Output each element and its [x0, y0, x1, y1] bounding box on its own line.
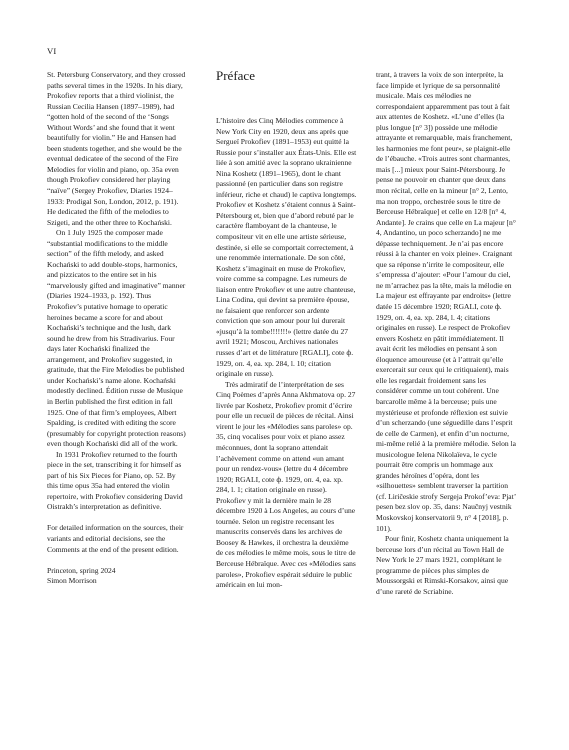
- paragraph: St. Petersburg Conservatory, and they crossed paths several times in the 1920s. In his diary, Prokofiev reports that a third violinist, the Russian Cecilia Hansen (1897–1989), had “gotten hold of the second of the ‘Songs Without Words’ and she found that it went beautifully for violin.” He and Hansen had been students together, and she would be the eventual dedicatee of the second of the Fire Melodies for violin and piano, op. 35a even though Prokofiev considered her playing “naïve” (Sergey Prokofiev, Diaries 1924–1933: Prodigal Son, London, 2012, p. 191). He dedicated the fifth of the melodies to Szigeti, and the other three to Kochański.: [47, 70, 186, 227]
- english-text-column: [47, 70, 187, 587]
- paragraph: Très admiratif de l’interprétation de ses Cinq Poèmes d’après Anna Akhmatova op. 27 livrée par Koshetz, Prokofiev promit d’écrire pour elle un recueil de pièces de récital. Ainsi virent le jour les «Mélodies sans paroles» op. 35, cinq vocalises pour voix et piano assez méconnues, dont la soprano attendait l’achèvement comme on attend «un amant pour un rendez-vous» (lettre du 4 décembre 1920; RGALI, cote ф. 1929, оп. 4, ea. xp. 284, l. 1; citation originale en russe). Prokofiev y mit la dernière main le 28 décembre 1920 à Los Angeles, au cours d’une tournée. Selon un registre recensant les manuscrits conservés dans les archives de Boosey & Hawkes, il orchestra la deuxième de ces mélodies le même mois, sous le titre de Berceuse Hébraïque. Avec ces «Mélodies sans paroles», Prokofiev espérait séduire le public américain en lui mon-: [216, 379, 356, 590]
- paragraph: trant, à travers la voix de son interprète, la face limpide et lyrique de sa personnalité musicale. Mais ces mélodies ne correspondaient apparemment pas tout à fait aux attentes de Koshetz. «L’une d’elles (la plus longue [n° 3]) possède une mélodie attrayante et remarquable, mais franchement, les harmonies me font peur», se plaignit-elle de l’ébauche. «Trois autres sont charmantes, mais [...] mieux pour Saint-Pétersbourg. Je pense ne pouvoir en chanter que deux dans mon récital, celle en la mineur [n° 2, Lento, ma non troppo, orchestrée sous le titre de Berceuse Hébraïque] et celle en 12/8 [n° 4, Andante]. Je crains que celle en La majeur [n° 4, Andantino, un poco scherzando] ne me dépasse techniquement. Je n’ai pas encore réussi à la chanter en voix pleine». Craignant que sa réponse n’irrite le compositeur, elle s’empressa d’ajouter: «Pour l’amour du ciel, ne m’arrachez pas la tête, mais la mélodie en La majeur est effrayante par endroits» (lettre datée 15 décembre 1920; RGALI, cote ф. 1929, оп. 4, ea. xp. 284, l. 4; citations originales en russe). Le respect de Prokofiev envers Koshetz en pâtit immédiatement. Il avait écrit les mélodies en pensant à son éloquence amoureuse (et à l’attrait qu’elle exercerait sur ceux qui le critiquaient), mais elle les regardait froidement sans les considérer comme un tout cohérent. Une barcarolle même à la berceuse; puis une mystérieuse et profonde réflexion est suivie d’un scherzando (une séguedille dans l’esprit de celle de Carmen), et enfin d’un nocturne, mi-même relié à la première mélodie. Selon la musicologue Ielena Nikolaïeva, le cycle pourrait être compris un hommage aux grandes héroïnes d’opéra, dont les «silhouettes» semblent traverser la partition (cf. Liričeskie strofy Sergeja Prokof’eva: Pjat’ pesen bez slov op. 35, dans: Naučnyj vestnik Moskovskoj konservatorii 9, n° 4 [2018], p. 101).: [376, 70, 516, 533]
- place-date: Princeton, spring 2024: [47, 565, 116, 575]
- paragraph: On 1 July 1925 the composer made “substantial modifications to the middle section” of the fifth melody, and asked Kochański to add double-stops, harmonics, and pizzicatos to the entire set in his “marvelously gifted and imaginative” manner (Diaries 1924–1933, p. 192). Thus Prokofiev’s putative homage to operatic heroines became a score for and about Kochański’s technique and the lush, dark sound he drew from his Stradivarius. Four days later Kochański finalized the arrangement, and Prokofiev suggested, in gratitude, that the Fire Melodies be published under Kochański’s name alone. Kochański modestly declined. Édition russe de Musique in Berlin published the first edition in fall 1925. One of that firm’s employees, Albert Spalding, is credited with editing the score (presumably for copyright protection reasons) even though Kochański did all of the work.: [47, 228, 186, 449]
- paragraph: Pour finir, Koshetz chanta uniquement la berceuse lors d’un récital au Town Hall de New York le 27 mars 1921, complétant le programme de pièces plus simples de Moussorgski et Rimski-Korsakov, ainsi que d’une rareté de Scriabine.: [376, 534, 509, 596]
- french-text-column: [216, 116, 357, 591]
- page-number: VI: [47, 46, 57, 56]
- paragraph: In 1931 Prokofiev returned to the fourth piece in the set, transcribing it for himself as part of his Six Pieces for Piano, op. 52. By this time opus 35a had entered the violin repertoire, with Prokofiev considering David Oistrakh’s interpretation as definitive.: [47, 449, 183, 512]
- author-signature: Simon Morrison: [47, 576, 97, 586]
- sources-note: For detailed information on the sources, their variants and editorial decisions, see the Comments at the end of the present edition.: [47, 523, 184, 554]
- section-title: Préface: [216, 68, 255, 83]
- french-text-column-continued: [376, 70, 517, 597]
- paragraph: L’histoire des Cinq Mélodies commence à New York City en 1920, deux ans après que Sergueï Prokofiev (1891–1953) eut quitté la Russie pour s’installer aux États-Unis. Elle est liée à son amitié avec la soprano ukrainienne Nina Koshetz (1891–1965), dont le chant passionné (en particulier dans son registre inférieur, riche et chaud) le captiva longtemps. Prokofiev et Koshetz s’étaient connus à Saint-Pétersbourg et, bien que d’abord rebuté par le caractère flamboyant de la chanteuse, le compositeur vit en elle une artiste sérieuse, destinée, si elle se comportait correctement, à une renommée internationale. De son côté, Koshetz s’imaginait en muse de Prokofiev, voire comme sa compagne. Les rumeurs de liaison entre Prokofiev et une autre chanteuse, Lina Codina, qui devint sa première épouse, ne faisaient que renforcer son ardente conviction que son amour pour lui durerait «jusqu’à la tombe!!!!!!!» (lettre datée du 27 avril 1921; Moscou, Archives nationales russes d’art et de littérature [RGALI], cote ф. 1929, оп. 4, ea. xp. 284, l. 10; citation originale en russe).: [216, 116, 357, 379]
